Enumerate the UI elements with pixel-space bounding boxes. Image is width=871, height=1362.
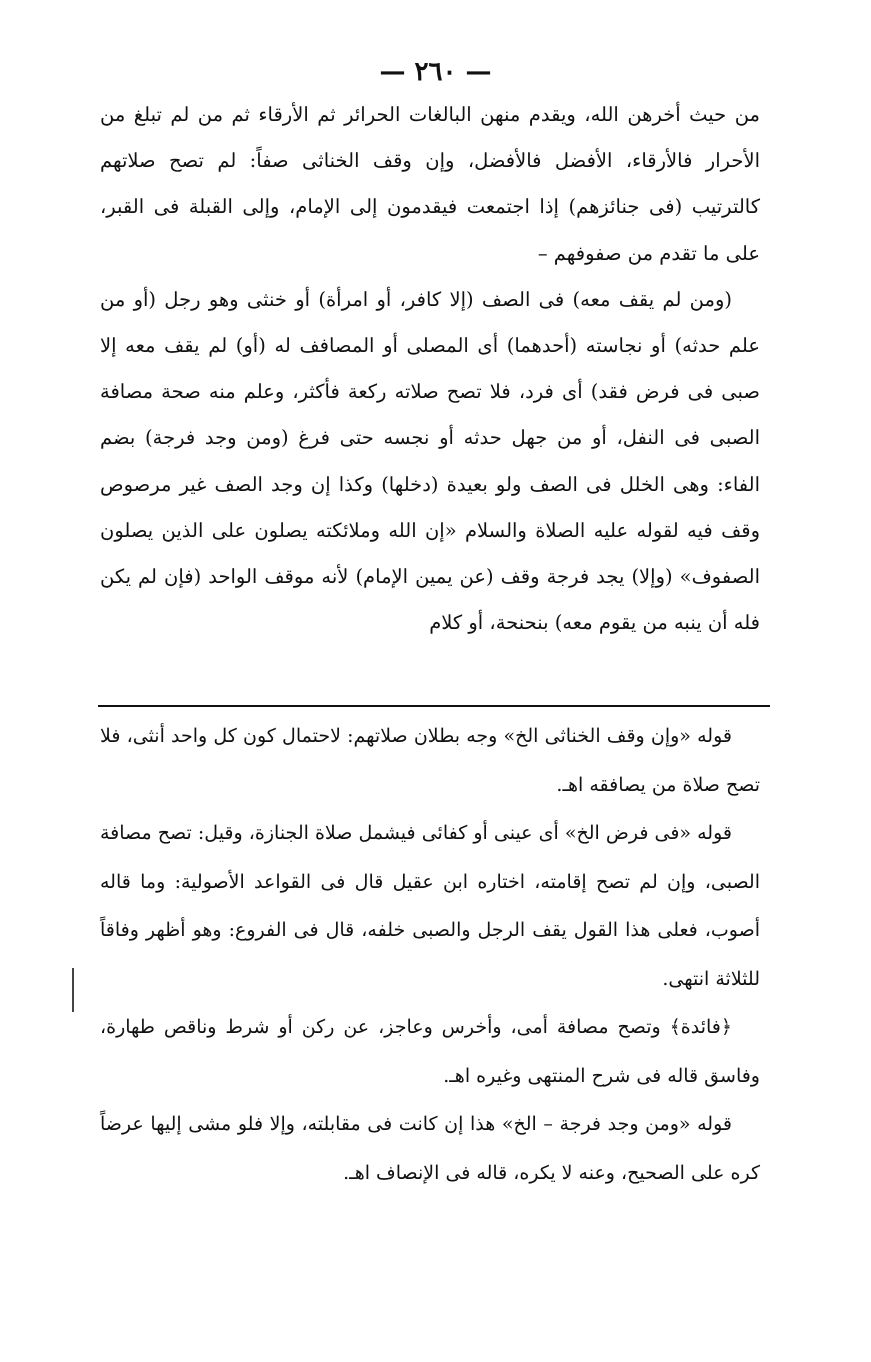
page-number: — ٢٦٠ — (379, 57, 492, 87)
commentary-paragraph: ﴿فائدة﴾ وتصح مصافة أمى، وأخرس وعاجز، عن ركن أو شرط وناقص طهارة، وفاسق قاله فى شرح المنتهى وغيره اهـ. (100, 1016, 760, 1087)
footnote-separator-line (98, 705, 770, 707)
margin-mark (72, 968, 74, 1012)
commentary-paragraph: قوله «فى فرض الخ» أى عينى أو كفائى فيشمل صلاة الجنازة، وقيل: تصح مصافة الصبى، وإن لم تصح إقامته، اختاره ابن عقيل قال فى القواعد الأصولية: وما قاله أصوب، فعلى هذا القول يقف الرجل والصبى خلفه، قال فى الفروع: وهو أظهر وفاقاً للثلاثة انتهى. (100, 822, 760, 990)
commentary-block (100, 712, 760, 1197)
main-text-block (100, 92, 760, 646)
main-paragraph: من حيث أخرهن الله، ويقدم منهن البالغات الحرائر ثم الأرقاء ثم من لم تبلغ من الأحرار فالأرقاء، الأفضل فالأفضل، وإن وقف الخناثى صفاً: لم تصح صلاتهم كالترتيب (فى جنائزهم) إذا اجتمعت فيقدمون إلى الإمام، وإلى القبلة فى القبر، على ما تقدم من صفوفهم – (100, 103, 760, 265)
main-paragraph: (ومن لم يقف معه) فى الصف (إلا كافر، أو امرأة) أو خنثى وهو رجل (أو من علم حدثه) أو نجاسته (أحدهما) أى المصلى أو المصافف له (أو) لم يقف معه إلا صبى فى فرض فقد) أى فرد، فلا تصح صلاته ركعة فأكثر، وعلم منه صحة مصافة الصبى فى النفل، أو من جهل حدثه أو نجسه حتى فرغ (ومن وجد فرجة) بضم الفاء: وهى الخلل فى الصف ولو بعيدة (دخلها) وكذا إن وجد الصف غير مرصوص وقف فيه لقوله عليه الصلاة والسلام «إن الله وملائكته يصلون على الذين يصلون الصفوف» (وإلا) يجد فرجة وقف (عن يمين الإمام) لأنه موقف الواحد (فإن لم يكن فله أن ينبه من يقوم معه) بنحنحة، أو كلام (100, 287, 760, 635)
commentary-paragraph: قوله «ومن وجد فرجة – الخ» هذا إن كانت فى مقابلته، وإلا فلو مشى إليها عرضاً كره على الصحيح، وعنه لا يكره، قاله فى الإنصاف اهـ. (100, 1113, 760, 1184)
commentary-paragraph: قوله «وإن وقف الخناثى الخ» وجه بطلان صلاتهم: لاحتمال كون كل واحد أنثى، فلا تصح صلاة من يصافقه اهـ. (100, 725, 760, 796)
